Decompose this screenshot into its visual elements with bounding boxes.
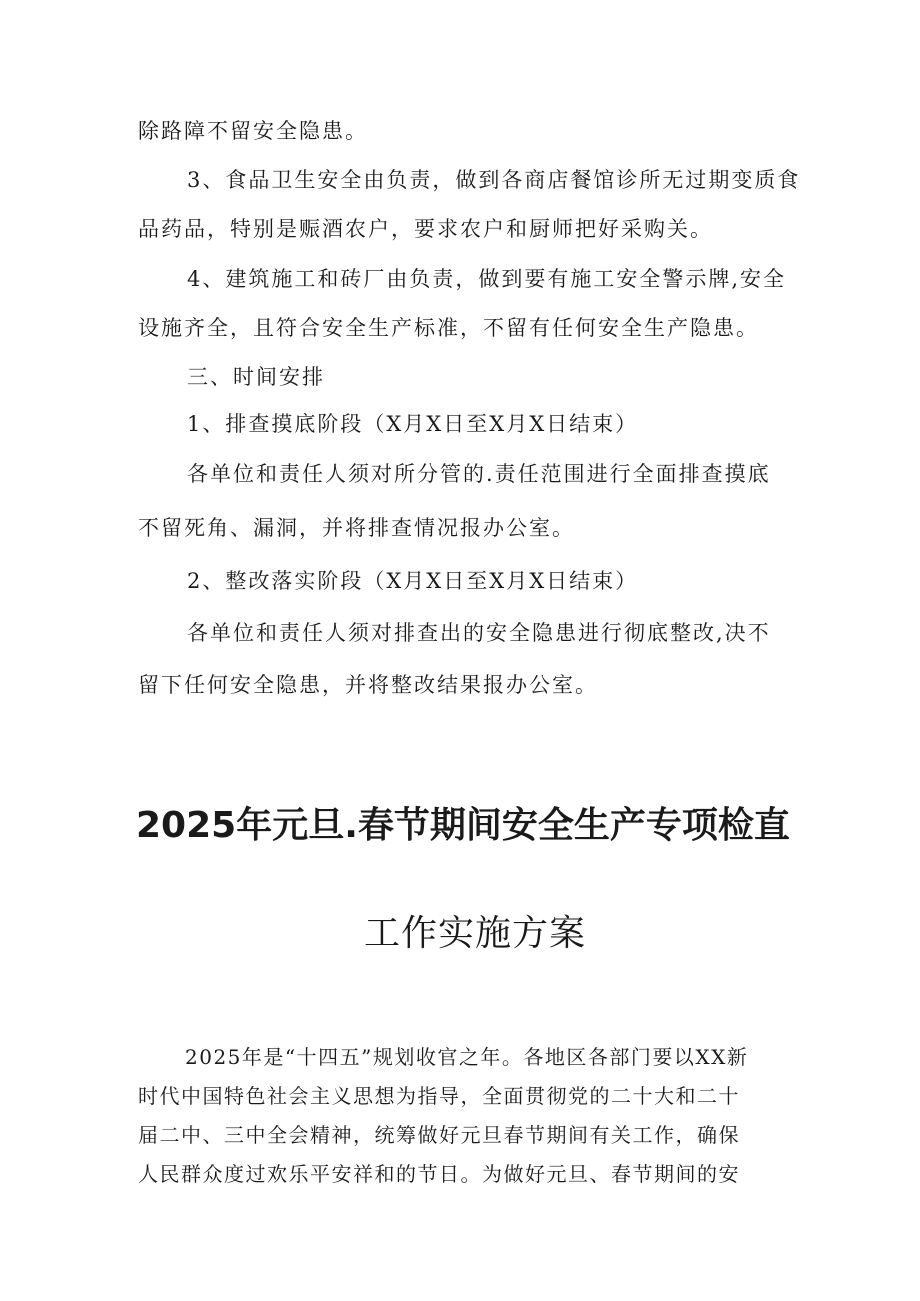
intro-line-2: 时代中国特色社会主义思想为指导，全面贯彻党的二十大和二十 [138,1084,740,1108]
item-4-line-1: 4、建筑施工和砖厂由负责，做到要有施工安全警示牌,安全 [187,267,787,291]
intro-line-4: 人民群众度过欢乐平安祥和的节日。为做好元旦、春节期间的安 [138,1162,740,1186]
intro-line-3: 届二中、三中全会精神，统筹做好元旦春节期间有关工作，确保 [138,1123,740,1147]
stage-2-line-1: 各单位和责任人须对排查出的安全隐患进行彻底整改,决不 [187,621,771,645]
paragraph-continuation: 除路障不留安全隐患。 [138,119,368,143]
item-3-line-2: 品药品，特别是赈酒农户，要求农户和厨师把好采购关。 [138,217,713,241]
document-title-line-2: 工作实施方案 [364,913,587,954]
stage-2-title: 2、整改落实阶段（X月X日至X月X日结束） [187,569,639,593]
stage-2-line-2: 留下任何安全隐患，并将整改结果报办公室。 [138,673,598,697]
intro-line-1: 2025年是“十四五”规划收官之年。各地区各部门要以XX新 [185,1045,749,1069]
section-heading-time-arrangement: 三、时间安排 [187,365,325,389]
item-3-line-1: 3、食品卫生安全由负责，做到各商店餐馆诊所无过期变质食 [187,168,801,192]
stage-1-title: 1、排查摸底阶段（X月X日至X月X日结束） [187,412,639,436]
stage-1-line-2: 不留死角、漏洞，并将排查情况报办公室。 [138,516,575,540]
stage-1-line-1: 各单位和责任人须对所分管的.责任范围进行全面排查摸底 [187,462,771,486]
document-title-line-1: 2025年元旦.春节期间安全生产专项检直 [136,805,790,846]
item-4-line-2: 设施齐全，且符合安全生产标准，不留有任何安全生产隐患。 [138,316,759,340]
